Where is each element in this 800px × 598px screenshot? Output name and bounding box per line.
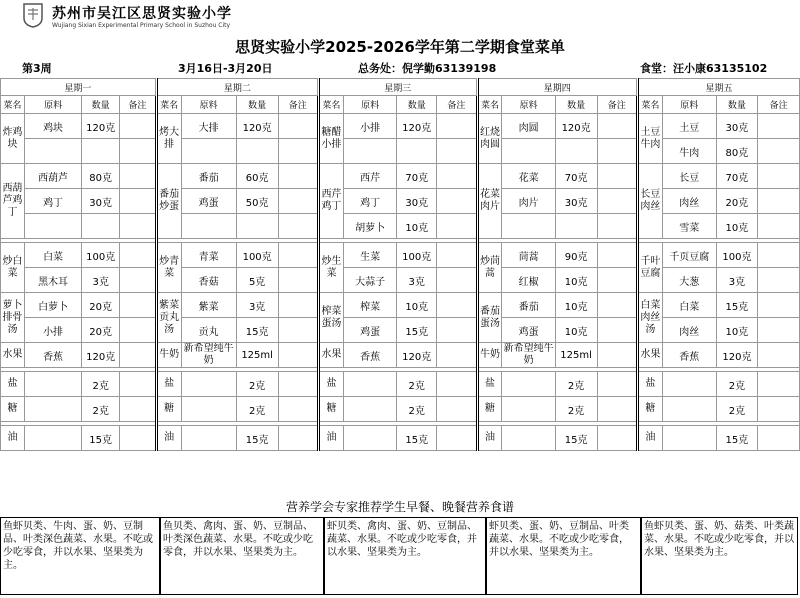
ingredient-cell: [181, 397, 236, 422]
ingredient-cell: [662, 397, 716, 422]
note-cell: [120, 164, 156, 189]
quantity-cell: 15克: [236, 318, 278, 343]
page-title: 思贤实验小学2025-2026学年第二学期食堂菜单: [235, 38, 565, 56]
quantity-cell: 120克: [82, 343, 120, 368]
nutrition-day-1: 鱼虾贝类、牛肉、蛋、奶、豆制品、叶类深色蔬菜、水果。不吃或少吃零食，并以水果、坚果类为主。: [0, 517, 160, 595]
note-cell: [758, 372, 800, 397]
note-cell: [120, 268, 156, 293]
quantity-cell: 2克: [397, 397, 437, 422]
ingredient-cell: 千页豆腐: [662, 243, 716, 268]
note-cell: [437, 343, 477, 368]
quantity-cell: 30克: [555, 189, 597, 214]
ingredient-cell: 西芹: [343, 164, 396, 189]
note-cell: [120, 214, 156, 239]
note-cell: [758, 243, 800, 268]
quantity-cell: [236, 139, 278, 164]
quantity-cell: 10克: [555, 293, 597, 318]
quantity-cell: 2克: [716, 397, 758, 422]
quantity-cell: 2克: [716, 372, 758, 397]
ingredient-cell: 雪菜: [662, 214, 716, 239]
quantity-cell: 10克: [555, 268, 597, 293]
ingredient-cell: 黑木耳: [24, 268, 81, 293]
ingredient-cell: 香蕉: [343, 343, 396, 368]
note-cell: [437, 214, 477, 239]
quantity-cell: 120克: [397, 343, 437, 368]
school-logo-icon: [22, 2, 44, 28]
quantity-cell: 3克: [82, 268, 120, 293]
quantity-cell: 100克: [397, 243, 437, 268]
note-cell: [278, 139, 318, 164]
ingredient-cell: [24, 214, 81, 239]
ingredient-cell: 新希望纯牛奶: [181, 343, 236, 368]
dish-name: 盐: [320, 372, 344, 397]
ingredient-cell: 胡萝卜: [343, 214, 396, 239]
ingredient-cell: [343, 372, 396, 397]
quantity-cell: 100克: [236, 243, 278, 268]
quantity-cell: 70克: [397, 164, 437, 189]
note-cell: [758, 268, 800, 293]
quantity-cell: [82, 214, 120, 239]
quantity-cell: 15克: [82, 426, 120, 451]
ingredient-cell: 大排: [181, 114, 236, 139]
ingredient-cell: [502, 372, 555, 397]
ingredient-cell: [24, 139, 81, 164]
quantity-cell: 120克: [397, 114, 437, 139]
dish-name: 油: [638, 426, 662, 451]
ingredient-cell: 小排: [343, 114, 396, 139]
dish-name: 油: [157, 426, 181, 451]
note-cell: [120, 397, 156, 422]
ingredient-cell: [502, 426, 555, 451]
dish-name: 糖: [638, 397, 662, 422]
note-cell: [120, 343, 156, 368]
quantity-cell: 100克: [82, 243, 120, 268]
note-cell: [278, 293, 318, 318]
ingredient-cell: [181, 214, 236, 239]
dish-name: 盐: [478, 372, 502, 397]
dish-name: 糖: [478, 397, 502, 422]
column-header-ingredient: 原料: [662, 96, 716, 114]
note-cell: [597, 293, 637, 318]
dish-name: 土豆牛肉: [638, 114, 662, 164]
quantity-cell: [236, 214, 278, 239]
quantity-cell: 3克: [716, 268, 758, 293]
ingredient-cell: 紫菜: [181, 293, 236, 318]
note-cell: [597, 139, 637, 164]
ingredient-cell: [662, 426, 716, 451]
dish-name: 糖醋小排: [320, 114, 344, 164]
note-cell: [597, 268, 637, 293]
quantity-cell: 30克: [716, 114, 758, 139]
dish-name: 榨菜蛋汤: [320, 293, 344, 343]
dish-name: 炒茼蒿: [478, 243, 502, 293]
note-cell: [597, 189, 637, 214]
column-header-qty: 数量: [397, 96, 437, 114]
dish-name: 盐: [1, 372, 25, 397]
dish-name: 炒青菜: [157, 243, 181, 293]
dish-name: 烤大排: [157, 114, 181, 164]
ingredient-cell: [181, 426, 236, 451]
dish-name: 油: [478, 426, 502, 451]
note-cell: [758, 214, 800, 239]
note-cell: [278, 372, 318, 397]
quantity-cell: 15克: [397, 318, 437, 343]
quantity-cell: 120克: [236, 114, 278, 139]
ingredient-cell: 鸡丁: [24, 189, 81, 214]
dish-name: 炒白菜: [1, 243, 25, 293]
ingredient-cell: 大蒜子: [343, 268, 396, 293]
column-header-dish: 菜名: [157, 96, 181, 114]
ingredient-cell: [24, 372, 81, 397]
ingredient-cell: 香蕉: [24, 343, 81, 368]
quantity-cell: 80克: [716, 139, 758, 164]
quantity-cell: 15克: [716, 293, 758, 318]
day-header: 星期五: [638, 79, 799, 96]
note-cell: [597, 318, 637, 343]
quantity-cell: 120克: [555, 114, 597, 139]
ingredient-cell: 花菜: [502, 164, 555, 189]
quantity-cell: 100克: [716, 243, 758, 268]
note-cell: [278, 268, 318, 293]
column-header-qty: 数量: [236, 96, 278, 114]
ingredient-cell: 鸡丁: [343, 189, 396, 214]
nutrition-day-3: 虾贝类、禽肉、蛋、奶、豆制品、蔬菜、水果。不吃或少吃零食，并以水果、坚果类为主。: [324, 517, 486, 595]
note-cell: [758, 293, 800, 318]
dish-name: 牛奶: [157, 343, 181, 368]
quantity-cell: 15克: [555, 426, 597, 451]
ingredient-cell: 番茄: [181, 164, 236, 189]
column-header-note: 备注: [120, 96, 156, 114]
dish-name: 番茄炒蛋: [157, 164, 181, 239]
note-cell: [437, 318, 477, 343]
quantity-cell: 10克: [397, 214, 437, 239]
school-name-english: Wujiang Sixian Experimental Primary School in Suzhou City: [52, 22, 231, 29]
note-cell: [597, 343, 637, 368]
quantity-cell: 125ml: [555, 343, 597, 368]
dish-name: 长豆肉丝: [638, 164, 662, 239]
note-cell: [437, 397, 477, 422]
quantity-cell: 20克: [82, 293, 120, 318]
note-cell: [278, 243, 318, 268]
dish-name: 水果: [1, 343, 25, 368]
ingredient-cell: 白菜: [24, 243, 81, 268]
ingredient-cell: 鸡蛋: [181, 189, 236, 214]
ingredient-cell: [662, 372, 716, 397]
dish-name: 盐: [157, 372, 181, 397]
quantity-cell: [555, 214, 597, 239]
note-cell: [437, 243, 477, 268]
quantity-cell: 10克: [716, 318, 758, 343]
note-cell: [758, 318, 800, 343]
ingredient-cell: [24, 426, 81, 451]
ingredient-cell: 鸡蛋: [343, 318, 396, 343]
note-cell: [597, 114, 637, 139]
dish-name: 番茄蛋汤: [478, 293, 502, 343]
note-cell: [758, 189, 800, 214]
ingredient-cell: 贡丸: [181, 318, 236, 343]
quantity-cell: 15克: [716, 426, 758, 451]
quantity-cell: 20克: [82, 318, 120, 343]
ingredient-cell: 茼蒿: [502, 243, 555, 268]
day-header: 星期二: [157, 79, 317, 96]
quantity-cell: 2克: [82, 372, 120, 397]
column-header-dish: 菜名: [320, 96, 344, 114]
note-cell: [758, 343, 800, 368]
quantity-cell: 10克: [716, 214, 758, 239]
note-cell: [758, 426, 800, 451]
canteen-contact: 食堂：汪小康63135102: [640, 62, 768, 75]
column-header-dish: 菜名: [478, 96, 502, 114]
ingredient-cell: 白萝卜: [24, 293, 81, 318]
nutrition-title: 营养学会专家推荐学生早餐、晚餐营养食谱: [285, 500, 514, 514]
quantity-cell: 30克: [82, 189, 120, 214]
ingredient-cell: 红椒: [502, 268, 555, 293]
week-label: 第3周: [22, 62, 52, 75]
dish-name: 炸鸡块: [1, 114, 25, 164]
ingredient-cell: 香蕉: [662, 343, 716, 368]
ingredient-cell: 新希望纯牛奶: [503, 343, 554, 366]
ingredient-cell: 肉片: [502, 189, 555, 214]
quantity-cell: 50克: [236, 189, 278, 214]
quantity-cell: 125ml: [236, 343, 278, 368]
dish-name: 萝卜排骨汤: [1, 293, 25, 343]
quantity-cell: 80克: [82, 164, 120, 189]
ingredient-cell: [343, 139, 396, 164]
ingredient-cell: 牛肉: [662, 139, 716, 164]
dish-name: 西葫芦鸡丁: [1, 164, 25, 239]
note-cell: [120, 293, 156, 318]
column-header-note: 备注: [758, 96, 800, 114]
quantity-cell: 15克: [236, 426, 278, 451]
ingredient-cell: 鸡蛋: [502, 318, 555, 343]
dish-name: 炒生菜: [320, 243, 344, 293]
ingredient-cell: [502, 214, 555, 239]
note-cell: [758, 114, 800, 139]
quantity-cell: 30克: [397, 189, 437, 214]
quantity-cell: 90克: [555, 243, 597, 268]
note-cell: [437, 189, 477, 214]
ingredient-cell: 榨菜: [343, 293, 396, 318]
note-cell: [120, 139, 156, 164]
quantity-cell: 70克: [716, 164, 758, 189]
ingredient-cell: 生菜: [343, 243, 396, 268]
nutrition-day-5: 鱼虾贝类、蛋、奶、菇类、叶类蔬菜、水果。不吃或少吃零食，并以水果、坚果类为主。: [641, 517, 798, 595]
column-header-dish: 菜名: [638, 96, 662, 114]
note-cell: [758, 164, 800, 189]
ingredient-cell: [343, 397, 396, 422]
dish-name: 糖: [157, 397, 181, 422]
column-header-ingredient: 原料: [502, 96, 555, 114]
note-cell: [437, 372, 477, 397]
note-cell: [597, 164, 637, 189]
column-header-qty: 数量: [555, 96, 597, 114]
quantity-cell: 120克: [82, 114, 120, 139]
note-cell: [597, 426, 637, 451]
note-cell: [758, 397, 800, 422]
column-header-qty: 数量: [82, 96, 120, 114]
note-cell: [120, 426, 156, 451]
quantity-cell: 10克: [397, 293, 437, 318]
note-cell: [278, 426, 318, 451]
note-cell: [120, 189, 156, 214]
column-header-dish: 菜名: [1, 96, 25, 114]
note-cell: [437, 426, 477, 451]
dish-name: 盐: [638, 372, 662, 397]
quantity-cell: [82, 139, 120, 164]
dish-name: 油: [320, 426, 344, 451]
quantity-cell: 15克: [397, 426, 437, 451]
menu-table: [0, 78, 800, 451]
note-cell: [278, 114, 318, 139]
nutrition-day-4: 虾贝类、蛋、奶、豆制品、叶类蔬菜、水果。不吃或少吃零食，并以水果、坚果类为主。: [486, 517, 641, 595]
quantity-cell: 70克: [555, 164, 597, 189]
note-cell: [278, 397, 318, 422]
note-cell: [437, 164, 477, 189]
note-cell: [278, 164, 318, 189]
note-cell: [597, 214, 637, 239]
ingredient-cell: 香菇: [181, 268, 236, 293]
ingredient-cell: 肉圆: [502, 114, 555, 139]
dish-name: 西芹鸡丁: [320, 164, 344, 239]
note-cell: [278, 214, 318, 239]
nutrition-day-2: 鱼贝类、禽肉、蛋、奶、豆制品、叶类深色蔬菜、水果。不吃或少吃零食，并以水果、坚果类为主。: [160, 517, 324, 595]
note-cell: [758, 139, 800, 164]
quantity-cell: 3克: [397, 268, 437, 293]
dish-name: 千叶豆腐: [638, 243, 662, 293]
page-header: [0, 0, 800, 34]
column-header-ingredient: 原料: [24, 96, 81, 114]
column-header-qty: 数量: [716, 96, 758, 114]
dish-name: 油: [1, 426, 25, 451]
ingredient-cell: [181, 139, 236, 164]
dish-name: 水果: [638, 343, 662, 368]
note-cell: [120, 243, 156, 268]
quantity-cell: 2克: [555, 372, 597, 397]
ingredient-cell: 番茄: [502, 293, 555, 318]
ingredient-cell: 肉丝: [662, 189, 716, 214]
note-cell: [437, 139, 477, 164]
note-cell: [597, 397, 637, 422]
ingredient-cell: [24, 397, 81, 422]
ingredient-cell: [502, 397, 555, 422]
note-cell: [278, 343, 318, 368]
ingredient-cell: 白菜: [662, 293, 716, 318]
ingredient-cell: 青菜: [181, 243, 236, 268]
ingredient-cell: 小排: [24, 318, 81, 343]
note-cell: [120, 372, 156, 397]
dish-name: 花菜肉片: [478, 164, 502, 239]
ingredient-cell: 大葱: [662, 268, 716, 293]
quantity-cell: 3克: [236, 293, 278, 318]
note-cell: [278, 318, 318, 343]
quantity-cell: 2克: [397, 372, 437, 397]
ingredient-cell: 西葫芦: [24, 164, 81, 189]
quantity-cell: [397, 139, 437, 164]
dish-name: 糖: [1, 397, 25, 422]
dish-name: 牛奶: [478, 343, 502, 368]
ingredient-cell: [181, 372, 236, 397]
quantity-cell: [555, 139, 597, 164]
note-cell: [437, 114, 477, 139]
note-cell: [437, 268, 477, 293]
note-cell: [597, 372, 637, 397]
dish-name: 水果: [320, 343, 344, 368]
note-cell: [437, 293, 477, 318]
quantity-cell: 60克: [236, 164, 278, 189]
day-header: 星期四: [478, 79, 636, 96]
school-name: 苏州市吴江区思贤实验小学: [52, 6, 232, 22]
quantity-cell: 2克: [555, 397, 597, 422]
quantity-cell: 2克: [82, 397, 120, 422]
ingredient-cell: 土豆: [662, 114, 716, 139]
dish-name: 糖: [320, 397, 344, 422]
quantity-cell: 2克: [236, 397, 278, 422]
quantity-cell: 2克: [236, 372, 278, 397]
quantity-cell: 120克: [716, 343, 758, 368]
dish-name: 红烧肉圆: [478, 114, 502, 164]
quantity-cell: 10克: [555, 318, 597, 343]
office-contact: 总务处：倪学勤63139198: [358, 62, 497, 75]
date-range: 3月16日-3月20日: [178, 62, 273, 75]
note-cell: [120, 318, 156, 343]
ingredient-cell: [343, 426, 396, 451]
day-header: 星期一: [1, 79, 156, 96]
quantity-cell: 5克: [236, 268, 278, 293]
column-header-note: 备注: [597, 96, 637, 114]
column-header-ingredient: 原料: [181, 96, 236, 114]
ingredient-cell: 长豆: [662, 164, 716, 189]
column-header-note: 备注: [278, 96, 318, 114]
column-header-note: 备注: [437, 96, 477, 114]
dish-name: 紫菜贡丸汤: [157, 293, 181, 343]
column-header-ingredient: 原料: [343, 96, 396, 114]
note-cell: [597, 243, 637, 268]
dish-name: 白菜肉丝汤: [638, 293, 662, 343]
ingredient-cell: [502, 139, 555, 164]
ingredient-cell: 肉丝: [662, 318, 716, 343]
quantity-cell: 20克: [716, 189, 758, 214]
note-cell: [278, 189, 318, 214]
ingredient-cell: 鸡块: [24, 114, 81, 139]
day-header: 星期三: [320, 79, 477, 96]
note-cell: [120, 114, 156, 139]
